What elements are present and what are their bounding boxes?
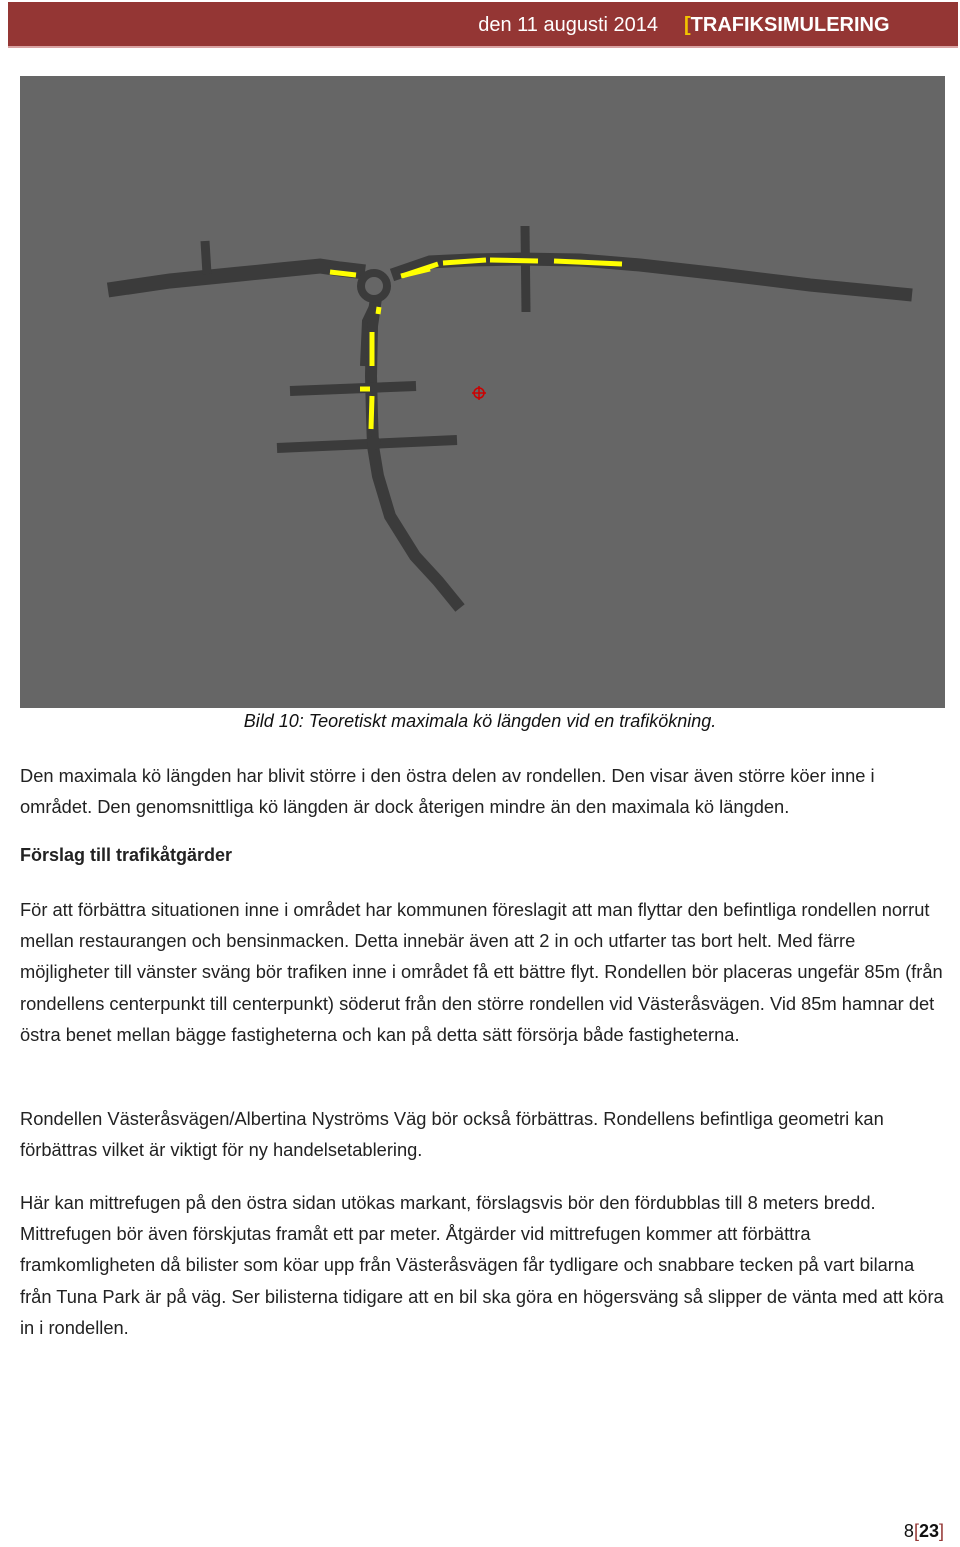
- header-date: den 11 augusti 2014: [478, 14, 658, 36]
- header-title: [684, 14, 890, 37]
- queue-east-3: [490, 260, 538, 261]
- page-header: [8, 2, 958, 48]
- paragraph-1: Den maximala kö längden har blivit större i den östra delen av rondellen. Den visar även större köer inne i området. Den genomsnittliga kö längden är dock återigen mindre än den maximala kö längden.: [20, 765, 875, 818]
- paragraph-4: Här kan mittrefugen på den östra sidan utökas markant, förslagsvis bör den fördubblas till 8 meters bredd. Mittrefugen bör även förskjutas framåt ett par meter. Åtgärder vid mittrefugen kommer att förbättra framkomligheten då bilister som köar upp från Västeråsvägen får tydligare och snabbare tecken på vart bilarna från Tuna Park är på väg. Ser bilisterna tidigare att en bil ska göra en högersväng så slipper de vänta med att köra in i rondellen.: [20, 1192, 944, 1338]
- page-current: 8: [903, 1521, 914, 1541]
- road-north-stub-west: [205, 241, 207, 274]
- simulation-figure: [20, 76, 945, 708]
- queue-east-4: [554, 261, 622, 264]
- roundabout-small: [367, 436, 381, 450]
- queue-south-1: [378, 307, 379, 314]
- section-heading: Förslag till trafikåtgärder: [20, 845, 233, 865]
- figure-caption: Bild 10: Teoretiskt maximala kö längden vid en trafikökning.: [243, 711, 717, 731]
- header-title-text: TRAFIKSIMULERING: [690, 14, 890, 36]
- paragraph-3: Rondellen Västeråsvägen/Albertina Nyströms Väg bör också förbättras. Rondellens befintliga geometri kan förbättras vilket är viktigt för ny handelsetablering.: [20, 1108, 884, 1161]
- queue-west: [330, 272, 356, 275]
- bracket-close: ]: [938, 1521, 944, 1541]
- road-ns-stub-east: [525, 226, 526, 312]
- paragraph-2: För att förbättra situationen inne i området har kommunen föreslagit att man flyttar den befintliga rondellen norrut mellan restaurangen och bensinmacken. Detta innebär även att 2 in och utfarter tas bort helt. Med färre möjligheter till vänster sväng bör trafiken inne i området få ett bättre flyt. Rondellen bör placeras ungefär 85m (från rondellens centerpunkt till centerpunkt) söderut från den större rondellen vid Västeråsvägen. Vid 85m hamnar det östra benet mellan bägge fastigheterna och kan på detta sätt försörja både fastigheterna.: [20, 899, 943, 1045]
- cross-road-upper: [290, 386, 416, 391]
- road-network-map: [20, 76, 945, 708]
- queue-south-3: [371, 396, 372, 429]
- page-total: 23: [918, 1521, 939, 1541]
- bracket-open: [: [913, 1521, 919, 1541]
- header-bracket: [: [684, 14, 691, 36]
- page-number: [904, 1521, 944, 1542]
- map-background: [20, 76, 945, 708]
- queue-east-2: [443, 260, 486, 263]
